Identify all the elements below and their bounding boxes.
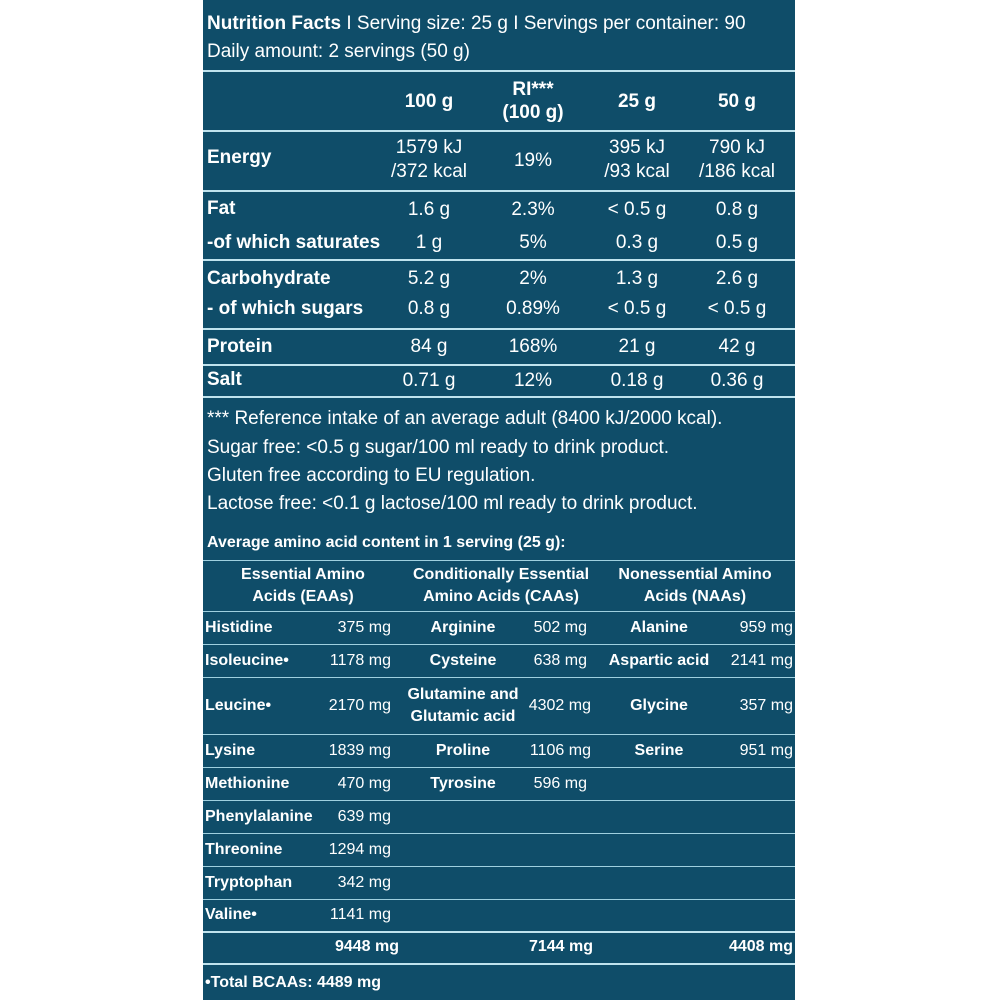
divider	[203, 560, 795, 561]
eaa-name: Phenylalanine	[205, 808, 313, 825]
caa-value: 4302 mg	[528, 697, 591, 714]
caa-name: Cysteine	[429, 652, 497, 669]
divider	[203, 328, 795, 330]
daily-amount: Daily amount: 2 servings (50 g)	[207, 41, 470, 62]
energy-100g-kj: 1579 kJ	[395, 137, 463, 158]
carbohydrate-100g: 5.2 g	[407, 268, 451, 289]
divider	[203, 364, 795, 366]
fat-ri: 2.3%	[511, 199, 555, 220]
header-line-1	[207, 12, 746, 36]
naa-value: 951 mg	[739, 742, 793, 759]
col-header-100g: 100 g	[404, 91, 454, 112]
eaa-value: 375 mg	[337, 619, 391, 636]
eaa-name: Tryptophan	[205, 874, 293, 891]
eaa-value: 639 mg	[337, 808, 391, 825]
energy-50g-kj: 790 kJ	[709, 137, 765, 158]
sugars-100g: 0.8 g	[407, 298, 451, 319]
carbohydrate-50g: 2.6 g	[715, 268, 759, 289]
naa-name: Aspartic acid	[608, 652, 710, 669]
energy-ri: 19%	[513, 150, 553, 171]
divider	[203, 931, 795, 933]
header-caa-line1: Conditionally Essential	[412, 566, 590, 583]
energy-50g-kcal: /186 kcal	[698, 161, 776, 182]
saturates-100g: 1 g	[415, 232, 443, 253]
sugars-25g: < 0.5 g	[607, 298, 667, 319]
row-divider	[203, 767, 795, 768]
naa-value: 357 mg	[739, 697, 793, 714]
caa-value: 596 mg	[533, 775, 587, 792]
eaa-name: Isoleucine•	[205, 652, 289, 669]
row-label-saturates: -of which saturates	[207, 232, 381, 253]
nutrition-panel	[203, 0, 795, 1000]
serving-info: I Serving size: 25 g I Servings per container: 90	[341, 13, 746, 34]
eaa-value: 2170 mg	[328, 697, 391, 714]
nutrition-facts-title: Nutrition Facts	[207, 13, 342, 34]
eaa-value: 1294 mg	[328, 841, 391, 858]
saturates-ri: 5%	[519, 232, 547, 253]
divider	[203, 963, 795, 965]
salt-25g: 0.18 g	[610, 370, 664, 391]
total-caa: 7144 mg	[528, 938, 593, 955]
caa-value: 502 mg	[533, 619, 587, 636]
divider	[203, 70, 795, 72]
carbohydrate-ri: 2%	[519, 268, 547, 289]
caa-name: Arginine	[430, 619, 496, 636]
divider	[203, 190, 795, 192]
energy-100g-kcal: /372 kcal	[390, 161, 468, 182]
sugars-50g: < 0.5 g	[707, 298, 767, 319]
eaa-name: Valine•	[205, 906, 257, 923]
header-eaa-line2: Acids (EAAs)	[252, 588, 354, 605]
energy-25g-kj: 395 kJ	[609, 137, 665, 158]
naa-name: Glycine	[630, 697, 688, 714]
eaa-value: 1178 mg	[329, 652, 391, 669]
saturates-50g: 0.5 g	[715, 232, 759, 253]
divider	[203, 396, 795, 398]
row-divider	[203, 800, 795, 801]
header-naa-line2: Acids (NAAs)	[643, 588, 747, 605]
eaa-value: 1839 mg	[328, 742, 391, 759]
eaa-value: 470 mg	[337, 775, 391, 792]
energy-25g-kcal: /93 kcal	[604, 161, 670, 182]
carbohydrate-25g: 1.3 g	[615, 268, 659, 289]
eaa-value: 1141 mg	[329, 906, 391, 923]
naa-value: 959 mg	[739, 619, 793, 636]
col-header-50g: 50 g	[717, 91, 757, 112]
salt-100g: 0.71 g	[402, 370, 456, 391]
saturates-25g: 0.3 g	[615, 232, 659, 253]
row-label-protein: Protein	[207, 336, 273, 357]
row-divider	[203, 866, 795, 867]
salt-ri: 12%	[513, 370, 553, 391]
caa-value: 1106 mg	[529, 742, 591, 759]
caa-name-line2: Glutamic acid	[410, 708, 516, 725]
eaa-name: Threonine	[205, 841, 283, 858]
naa-name: Serine	[634, 742, 684, 759]
caa-name: Proline	[435, 742, 491, 759]
fat-50g: 0.8 g	[715, 199, 759, 220]
eaa-name: Methionine	[205, 775, 290, 792]
divider	[203, 130, 795, 132]
header-naa-line1: Nonessential Amino	[618, 566, 772, 583]
note-lactose-free: Lactose free: <0.1 g lactose/100 ml ready to drink product.	[207, 493, 698, 514]
protein-ri: 168%	[508, 336, 558, 357]
eaa-value: 342 mg	[337, 874, 391, 891]
protein-50g: 42 g	[718, 336, 756, 357]
note-reference-intake: *** Reference intake of an average adult (8400 kJ/2000 kcal).	[207, 408, 723, 429]
row-divider	[203, 899, 795, 900]
row-divider	[203, 677, 795, 678]
total-bcaa: •Total BCAAs: 4489 mg	[205, 974, 382, 991]
row-label-sugars: - of which sugars	[207, 298, 364, 319]
row-label-fat: Fat	[207, 198, 236, 219]
total-eaa: 9448 mg	[334, 938, 399, 955]
eaa-name: Leucine•	[205, 697, 272, 714]
row-divider	[203, 833, 795, 834]
amino-title: Average amino acid content in 1 serving (25 g):	[207, 534, 566, 551]
divider	[203, 611, 795, 612]
sugars-ri: 0.89%	[506, 298, 560, 319]
col-header-ri-sub: (100 g)	[502, 102, 564, 123]
salt-50g: 0.36 g	[710, 370, 764, 391]
naa-value: 2141 mg	[730, 652, 793, 669]
eaa-name: Lysine	[205, 742, 256, 759]
fat-25g: < 0.5 g	[607, 199, 667, 220]
protein-100g: 84 g	[410, 336, 448, 357]
caa-name: Tyrosine	[430, 775, 496, 792]
row-label-salt: Salt	[207, 369, 242, 390]
row-divider	[203, 644, 795, 645]
row-divider	[203, 734, 795, 735]
col-header-25g: 25 g	[617, 91, 657, 112]
naa-name: Alanine	[630, 619, 688, 636]
header-eaa-line1: Essential Amino	[241, 566, 365, 583]
col-header-ri: RI***	[512, 79, 554, 100]
note-gluten-free: Gluten free according to EU regulation.	[207, 465, 536, 486]
note-sugar-free: Sugar free: <0.5 g sugar/100 ml ready to drink product.	[207, 437, 670, 458]
eaa-name: Histidine	[205, 619, 273, 636]
caa-value: 638 mg	[533, 652, 587, 669]
row-label-carbohydrate: Carbohydrate	[207, 268, 331, 289]
caa-name: Glutamine and	[407, 686, 519, 703]
total-naa: 4408 mg	[728, 938, 793, 955]
divider	[203, 259, 795, 261]
protein-25g: 21 g	[618, 336, 656, 357]
fat-100g: 1.6 g	[407, 199, 451, 220]
header-caa-line2: Amino Acids (CAAs)	[423, 588, 579, 605]
row-label-energy: Energy	[207, 147, 272, 168]
